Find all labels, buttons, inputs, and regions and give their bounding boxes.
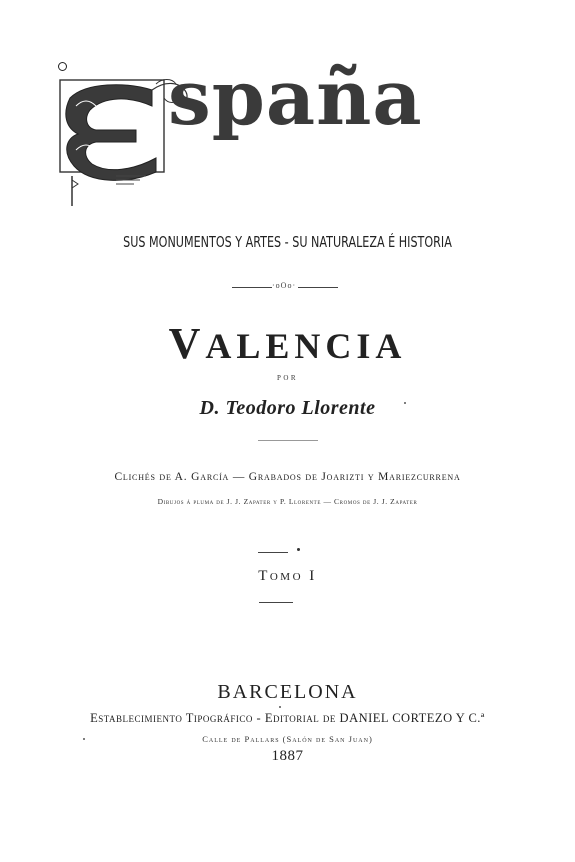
- speck: [404, 402, 406, 404]
- volume-label: Tomo I: [258, 568, 317, 584]
- credits-line-2: Dibujos á pluma de J. J. Zapater y P. Llorente — Cromos de J. J. Zapater: [157, 497, 418, 506]
- volume-rule-top: [258, 552, 288, 553]
- book-title: [168, 53, 423, 142]
- por-label: POR: [276, 374, 299, 382]
- title-rest: spaña: [168, 53, 423, 142]
- divider-right: [298, 287, 338, 288]
- divider-ornament-icon: ·oOo·: [272, 281, 297, 290]
- publisher-line: Establecimiento Tipográfico - Editorial de DANIEL CORTEZO Y C.ª: [90, 711, 485, 725]
- publisher-address: Calle de Pallars (Salón de San Juan): [202, 734, 373, 744]
- credits-line-1: Clichés de A. García — Grabados de Joarizti y Mariezcurrena: [114, 471, 461, 483]
- city-title: [0, 318, 575, 369]
- city-rest: ALENCIA: [205, 326, 407, 366]
- divider-left: [232, 287, 272, 288]
- volume-rule-bottom: [259, 602, 293, 603]
- publisher-city: BARCELONA: [217, 681, 358, 703]
- book-subtitle: SUS MONUMENTOS Y ARTES - SU NATURALEZA É HISTORIA: [123, 233, 452, 251]
- speck: [279, 706, 281, 708]
- city-initial: V: [168, 319, 206, 368]
- publication-year: 1887: [271, 748, 304, 764]
- author-name: D. Teodoro Llorente: [199, 397, 376, 419]
- author-rule: [258, 440, 318, 441]
- corner-mark-icon: [58, 62, 67, 71]
- speck: [297, 548, 300, 551]
